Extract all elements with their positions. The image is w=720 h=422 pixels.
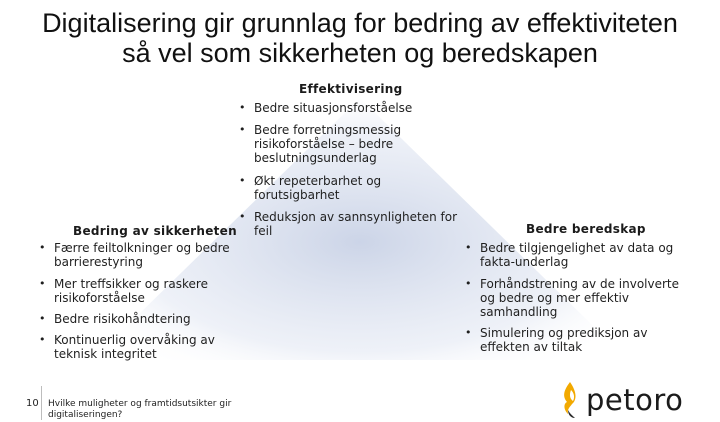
list-item: • Bedre forretningsmessig risikoforståelse – bedre beslutningsunderlag <box>239 123 464 165</box>
beredskap-list <box>465 241 690 354</box>
petoro-flame-icon <box>558 380 582 420</box>
petoro-logo <box>558 380 683 420</box>
footer-divider <box>41 386 42 420</box>
slide-title-line-1: Digitalisering gir grunnlag for bedring av effektiviteten <box>42 8 678 38</box>
petoro-wordmark: petoro <box>586 383 684 417</box>
list-item: • Bedre risikohåndtering <box>39 312 239 326</box>
list-item: • Økt repeterbarhet og forutsigbarhet <box>239 174 464 202</box>
heading-sikkerhet: Bedring av sikkerheten <box>73 224 237 238</box>
slide-title-line-2: så vel som sikkerheten og beredskapen <box>122 38 598 68</box>
heading-effektivisering: Effektivisering <box>299 82 403 96</box>
slide-title <box>0 8 720 68</box>
list-item: • Reduksjon av sannsynligheten for feil <box>239 210 464 238</box>
list-item: • Simulering og prediksjon av effekten av tiltak <box>465 326 690 354</box>
list-item: • Bedre situasjonsforståelse <box>239 101 464 115</box>
page-number: 10 <box>26 398 39 409</box>
footer-text: Hvilke muligheter og framtidsutsikter gir digitaliseringen? <box>48 399 232 420</box>
list-item: • Mer treffsikker og raskere risikoforståelse <box>39 277 239 305</box>
heading-beredskap: Bedre beredskap <box>526 222 646 236</box>
list-item: • Forhåndstrening av de involverte og bedre og mer effektiv samhandling <box>465 277 690 319</box>
list-item: • Bedre tilgjengelighet av data og fakta-underlag <box>465 241 690 269</box>
effektivisering-list <box>239 101 464 238</box>
list-item: • Færre feiltolkninger og bedre barrierestyring <box>39 241 239 269</box>
sikkerhet-list <box>39 241 239 361</box>
list-item: • Kontinuerlig overvåking av teknisk integritet <box>39 333 239 361</box>
